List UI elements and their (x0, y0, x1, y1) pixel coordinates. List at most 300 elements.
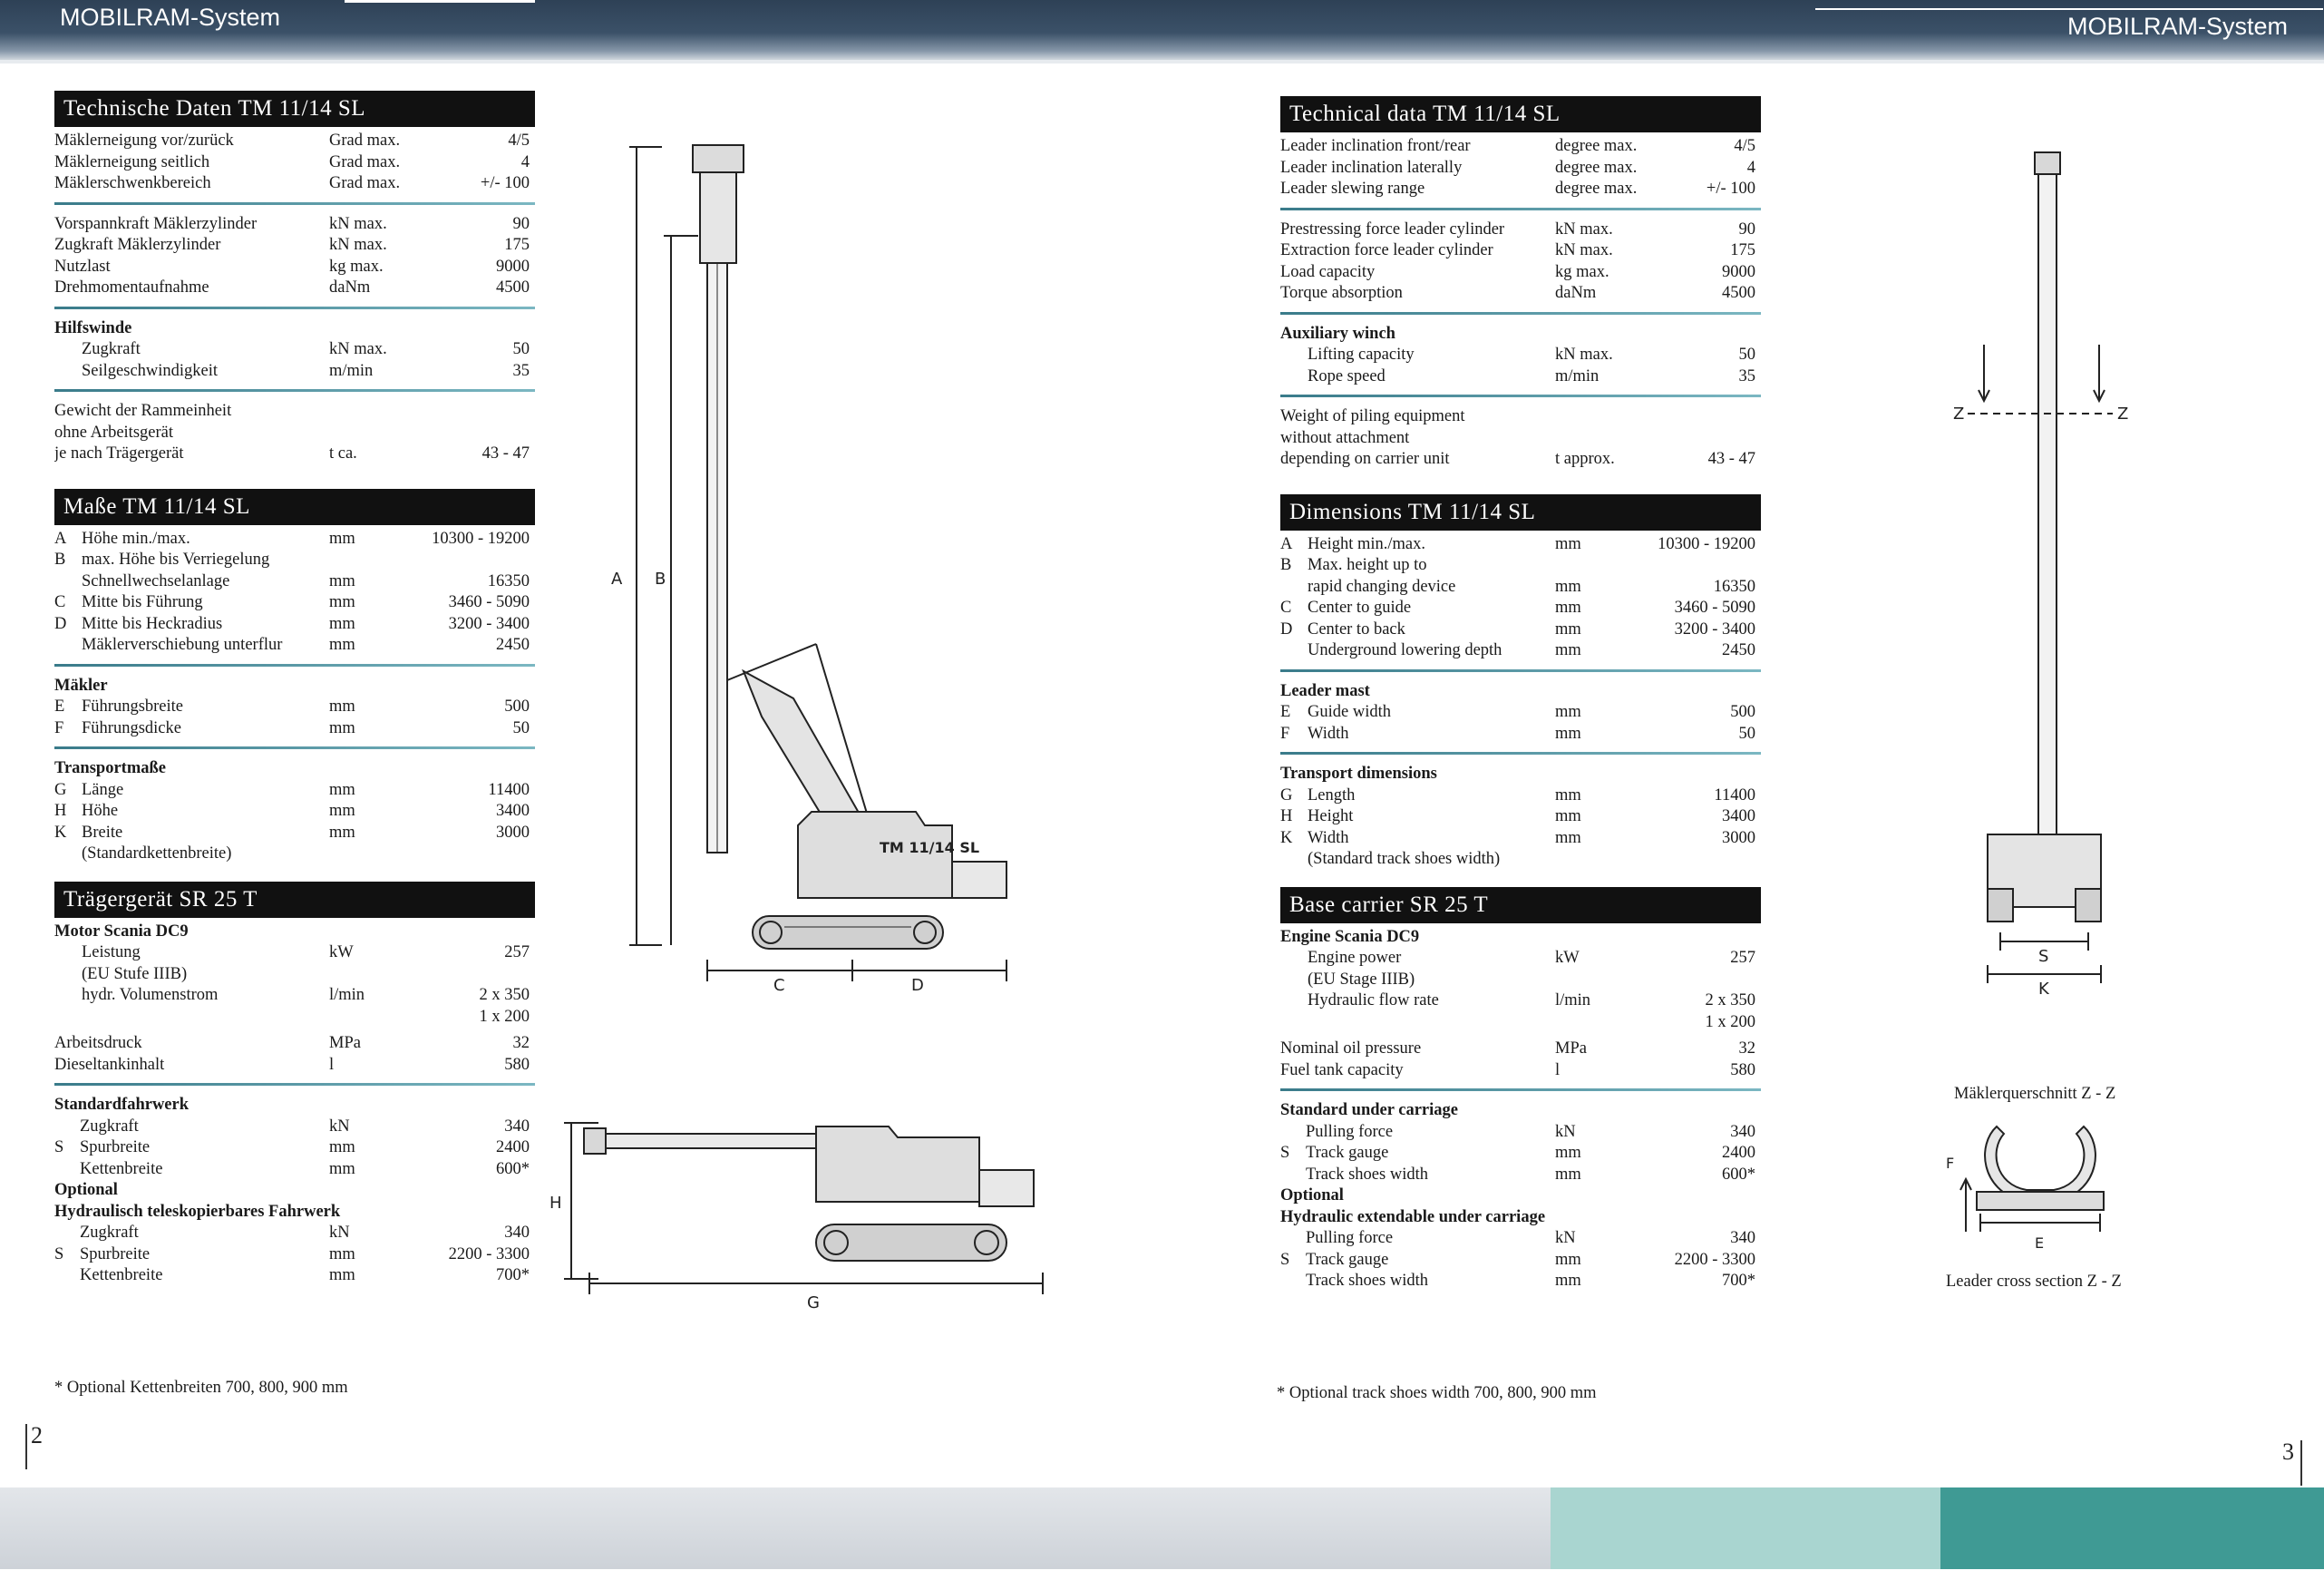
spec-unit: mm (1555, 599, 1581, 617)
dim-label-c: C (773, 976, 785, 995)
engine-heading: Motor Scania DC9 (54, 922, 189, 941)
spec-value: 3400 (1722, 807, 1755, 825)
spec-label: Torque absorption (1280, 284, 1403, 302)
engine-heading: Engine Scania DC9 (1280, 927, 1420, 946)
cab-lettering: TM 11/14 SL (880, 839, 980, 856)
spec-label-text: (Standardkettenbreite) (82, 844, 232, 863)
spec-unit: daNm (329, 278, 371, 297)
spec-unit: mm (329, 718, 355, 737)
tech-group-3 (54, 339, 535, 382)
spec-row (1280, 345, 1761, 366)
spec-unit: mm (1555, 703, 1581, 721)
spec-row (1280, 1039, 1761, 1060)
tech-group-4 (54, 401, 535, 465)
spec-label: Load capacity (1280, 262, 1376, 281)
spec-unit: kN (329, 1224, 350, 1242)
spec-unit (329, 844, 429, 865)
spec-row (54, 131, 535, 152)
spec-row (1280, 598, 1761, 619)
divider (54, 202, 535, 205)
spec-row (54, 550, 535, 571)
spec-unit (1555, 428, 1655, 450)
spec-row (54, 361, 535, 383)
spec-label (54, 1244, 329, 1266)
dims-group-2 (54, 697, 535, 739)
spec-label: hydr. Volumenstrom (82, 986, 219, 1004)
page-bar-right (2300, 1440, 2302, 1486)
spec-row (1280, 555, 1761, 577)
spec-row (1280, 158, 1761, 180)
section-title-carrier: Base carrier SR 25 T (1280, 887, 1761, 923)
spec-unit: mm (1555, 1272, 1581, 1290)
spec-value: 257 (1730, 949, 1755, 967)
spec-label: Dieseltankinhalt (54, 1055, 165, 1074)
spec-value: 43 - 47 (481, 444, 530, 463)
divider (54, 664, 535, 667)
spec-row (54, 423, 535, 444)
spec-label: Hydraulic flow rate (1308, 991, 1439, 1009)
spec-value: 11400 (1714, 785, 1755, 805)
page-number-right: 3 (2282, 1439, 2294, 1465)
spec-unit (329, 964, 429, 986)
spec-row (1280, 577, 1761, 599)
spec-value: 580 (504, 1055, 530, 1074)
spec-unit: t approx. (1555, 450, 1615, 468)
spec-value: 1 x 200 (1705, 1012, 1755, 1031)
spec-unit: mm (1555, 534, 1581, 553)
spec-unit: mm (329, 614, 355, 633)
spec-label-text: Pulling force (1306, 1229, 1394, 1247)
spec-label: Leistung (82, 943, 141, 961)
spec-unit: kN max. (329, 214, 387, 233)
dim-label-k: K (2038, 980, 2049, 998)
spec-label-text: Schnellwechselanlage (82, 571, 230, 590)
spec-unit (329, 423, 429, 444)
spec-unit: l (1555, 1060, 1561, 1079)
left-page (54, 91, 535, 1287)
spec-label-text: Breite (82, 823, 123, 842)
optional-heading: Optional (54, 1181, 118, 1199)
spec-value: 50 (512, 340, 530, 358)
spec-row (54, 1159, 535, 1181)
dims-group-1 (1280, 534, 1761, 662)
dims-group-3 (1280, 785, 1761, 871)
spec-value: 35 (1738, 366, 1755, 385)
spec-unit: kg max. (329, 257, 384, 276)
spec-row (54, 801, 535, 823)
dim-letter: G (54, 780, 67, 799)
header-left (0, 0, 1162, 60)
spec-unit: l/min (329, 986, 365, 1004)
spec-unit: mm (329, 1159, 355, 1178)
spec-label-text: Pulling force (1306, 1122, 1394, 1141)
spec-value: 340 (1730, 1229, 1755, 1247)
spec-row (54, 614, 535, 636)
spec-row (1280, 828, 1761, 850)
spec-unit: daNm (1555, 284, 1597, 302)
spec-label-text: Kettenbreite (80, 1159, 163, 1178)
spec-label-text: Center to back (1308, 619, 1405, 639)
transport-heading: Transport dimensions (1280, 765, 1437, 783)
spec-label-text: Width (1308, 724, 1349, 743)
dim-label-g: G (807, 1293, 820, 1312)
hyd-carriage-heading: Hydraulic extendable under carriage (1280, 1207, 1546, 1226)
spec-label: Vorspannkraft Mäklerzylinder (54, 214, 258, 233)
spec-unit: kN max. (329, 236, 387, 254)
dim-letter: A (1280, 534, 1293, 553)
spec-row (54, 942, 535, 964)
spec-label: Leader inclination laterally (1280, 158, 1463, 177)
spec-label: Drehmomentaufnahme (54, 278, 209, 297)
spec-label (54, 614, 329, 636)
spec-value (1655, 849, 1761, 871)
spec-label: Zugkraft (82, 340, 141, 358)
dim-letter: H (54, 802, 67, 820)
dim-letter: E (1280, 703, 1291, 721)
optional-heading: Optional (1280, 1186, 1344, 1205)
cross-section-caption-de: Mäklerquerschnitt Z - Z (1954, 1085, 2116, 1103)
spec-label-text: Max. height up to (1308, 556, 1427, 574)
spec-value: 4500 (496, 278, 530, 297)
spec-label-text: Height min./max. (1308, 534, 1425, 553)
spec-label: (EU Stufe IIIB) (82, 964, 188, 983)
spec-label: Seilgeschwindigkeit (82, 361, 219, 380)
spec-value: 2 x 350 (479, 986, 530, 1004)
spec-label: Fuel tank capacity (1280, 1060, 1404, 1079)
spec-label-text: Track gauge (1306, 1144, 1389, 1162)
dims-group-1 (54, 529, 535, 657)
spec-label: Weight of piling equipment (1280, 407, 1465, 425)
divider (54, 307, 535, 309)
spec-unit (329, 1007, 429, 1029)
spec-label-text: Track gauge (1306, 1250, 1389, 1269)
spec-label-text: Länge (82, 780, 124, 799)
spec-label: Leader slewing range (1280, 180, 1425, 198)
spec-label-text: max. Höhe bis Verriegelung (82, 551, 270, 569)
dim-letter: H (1280, 807, 1293, 825)
spec-value: 11400 (488, 780, 530, 799)
spec-row (54, 1244, 535, 1266)
spec-label-text: Spurbreite (80, 1138, 151, 1156)
section-title-tech: Technical data TM 11/14 SL (1280, 96, 1761, 132)
spec-label: Engine power (1308, 949, 1402, 967)
spec-value: 35 (512, 361, 530, 380)
spec-value: 2450 (1722, 641, 1755, 659)
spec-unit: degree max. (1555, 137, 1638, 155)
spec-label (54, 550, 329, 571)
spec-label (54, 529, 329, 551)
section-label-z-left: Z (1953, 405, 1965, 424)
spec-unit: mm (1555, 1250, 1581, 1269)
spec-label: Mäklerneigung vor/zurück (54, 132, 234, 150)
section-title-dims: Maße TM 11/14 SL (54, 489, 535, 525)
spec-unit (1555, 1012, 1655, 1034)
spec-unit: mm (1555, 807, 1581, 825)
spec-label (1280, 1250, 1555, 1272)
spec-row (54, 844, 535, 865)
spec-value: 175 (1730, 241, 1755, 259)
spec-value: 257 (504, 943, 530, 961)
side-view-drawing (598, 136, 1070, 1007)
spec-value (429, 964, 535, 986)
tech-group-2 (1280, 219, 1761, 305)
divider (1280, 752, 1761, 755)
spec-row (54, 964, 535, 986)
spec-value: 50 (1738, 724, 1755, 743)
spec-label (54, 780, 329, 802)
spec-label-text: Führungsdicke (82, 718, 181, 737)
spec-row (1280, 1122, 1761, 1144)
section-title-tech: Technische Daten TM 11/14 SL (54, 91, 535, 127)
spec-label-text: Spurbreite (80, 1244, 151, 1263)
spec-row (1280, 428, 1761, 450)
spec-unit: Grad max. (329, 174, 401, 192)
spec-row (54, 339, 535, 361)
spec-row (1280, 849, 1761, 871)
spec-value: 175 (504, 236, 530, 254)
spec-value (429, 550, 535, 571)
spec-value: 340 (504, 1117, 530, 1136)
spec-label (1280, 785, 1555, 807)
spec-value: 600* (1722, 1165, 1755, 1184)
spec-value: 90 (1738, 219, 1755, 239)
spec-row (54, 592, 535, 614)
spec-row (1280, 406, 1761, 428)
spec-value: 2200 - 3300 (1674, 1250, 1755, 1269)
front-view-drawing (1940, 145, 2176, 998)
header-right (1162, 0, 2324, 60)
spec-row (1280, 262, 1761, 284)
spec-unit: mm (329, 823, 355, 842)
spec-row (1280, 619, 1761, 641)
spec-label (54, 1265, 329, 1287)
dims-group-2 (1280, 702, 1761, 745)
spec-unit: mm (1555, 1165, 1581, 1184)
spec-row (54, 1033, 535, 1055)
spec-label: Rope speed (1308, 366, 1386, 385)
spec-value: 50 (1738, 346, 1755, 364)
spec-unit (329, 550, 429, 571)
spec-value: 32 (512, 1034, 530, 1052)
spec-row (54, 635, 535, 657)
carrier-group-4 (1280, 1228, 1761, 1292)
spec-row (54, 1055, 535, 1077)
spec-row (54, 571, 535, 593)
spec-label: Leader inclination front/rear (1280, 137, 1471, 155)
spec-value (429, 844, 535, 865)
divider (54, 746, 535, 749)
spec-value (429, 401, 535, 423)
spec-label (1280, 1271, 1555, 1292)
spec-unit: mm (329, 1244, 355, 1263)
dim-letter: F (1280, 724, 1290, 743)
spec-label-text: Underground lowering depth (1308, 641, 1502, 659)
divider (1280, 395, 1761, 397)
spec-label-text: Width (1308, 828, 1349, 847)
spec-row (54, 697, 535, 718)
dim-letter: K (54, 823, 67, 842)
spec-label-text: Höhe min./max. (82, 529, 190, 548)
spec-value: 43 - 47 (1707, 450, 1755, 468)
spec-row (54, 985, 535, 1007)
winch-heading: Auxiliary winch (1280, 324, 1395, 343)
spec-value: 3460 - 5090 (448, 593, 530, 611)
header-rule (345, 0, 535, 3)
spec-unit: kN max. (1555, 346, 1613, 364)
right-page (1280, 96, 1761, 1292)
spec-row (54, 235, 535, 257)
spec-value (1655, 970, 1761, 991)
spec-value: 4 (520, 152, 530, 171)
spec-label-text: (Standard track shoes width) (1308, 850, 1501, 868)
spec-value: 700* (1722, 1272, 1755, 1290)
spec-label: je nach Trägergerät (54, 444, 184, 463)
spec-label-text: Führungsbreite (82, 697, 184, 716)
spec-row (1280, 640, 1761, 662)
spec-label (1280, 577, 1555, 599)
spec-unit: MPa (329, 1034, 361, 1052)
spec-label-text: Höhe (82, 802, 119, 820)
spec-value: 16350 (1713, 577, 1755, 596)
spec-row (1280, 948, 1761, 970)
spec-row (54, 1007, 535, 1029)
spec-unit (1555, 555, 1655, 577)
spec-unit: degree max. (1555, 180, 1638, 198)
footnote-right: * Optional track shoes width 700, 800, 900 mm (1277, 1384, 1597, 1402)
dim-label-h: H (549, 1194, 562, 1213)
spec-label (54, 1137, 329, 1159)
spec-unit: kN (1555, 1122, 1576, 1141)
carrier-group-3 (1280, 1122, 1761, 1186)
divider (1280, 312, 1761, 315)
dim-letter: C (54, 593, 66, 611)
dim-label-b: B (655, 570, 666, 589)
spec-unit: kN (1555, 1229, 1576, 1247)
spec-label: Prestressing force leader cylinder (1280, 219, 1505, 239)
carrier-group-1 (1280, 948, 1761, 1033)
spec-label-text: Center to guide (1308, 599, 1412, 617)
spec-value (429, 423, 535, 444)
spec-label-text: Guide width (1308, 703, 1391, 721)
spec-unit: mm (1555, 724, 1581, 743)
divider (1280, 208, 1761, 210)
std-carriage-heading: Standard under carriage (1280, 1101, 1458, 1119)
spec-label-text: Mäklerverschiebung unterflur (82, 636, 283, 654)
spec-row (1280, 366, 1761, 388)
spec-label: Lifting capacity (1308, 346, 1415, 364)
spec-unit: mm (1555, 641, 1581, 659)
spec-label: ohne Arbeitsgerät (54, 423, 173, 442)
winch-heading: Hilfswinde (54, 318, 132, 337)
spec-value: 580 (1730, 1060, 1755, 1079)
spec-value: 2400 (1722, 1144, 1755, 1162)
spec-row (1280, 1012, 1761, 1034)
spec-unit: l/min (1555, 991, 1591, 1009)
spec-unit: mm (1555, 577, 1581, 596)
spec-row (1280, 724, 1761, 746)
carrier-group-2 (54, 1033, 535, 1076)
header-shadow (0, 60, 2324, 63)
spec-unit (1555, 849, 1655, 871)
spec-value: 3200 - 3400 (1674, 619, 1755, 639)
spec-unit: m/min (1555, 366, 1600, 385)
spec-unit: mm (329, 780, 355, 799)
spec-label (1280, 828, 1555, 850)
tech-group-4 (1280, 406, 1761, 471)
spec-label: Mäklerschwenkbereich (54, 174, 211, 192)
spec-unit: mm (329, 1138, 355, 1156)
spec-row (54, 1223, 535, 1244)
cross-section-drawing (1940, 1117, 2149, 1253)
spec-label (1280, 1143, 1555, 1165)
dim-label-d: D (911, 976, 924, 995)
divider (54, 1083, 535, 1086)
spec-unit: kg max. (1555, 262, 1609, 281)
spec-value (1655, 406, 1761, 428)
dim-letter: C (1280, 599, 1292, 617)
spec-unit (329, 401, 429, 423)
spec-value: 600* (496, 1159, 530, 1178)
dim-letter: K (1280, 828, 1293, 847)
spec-row (1280, 970, 1761, 991)
spec-value: 4/5 (1734, 137, 1755, 155)
spec-unit: mm (1555, 828, 1581, 847)
carrier-group-1 (54, 942, 535, 1028)
spec-value: 700* (496, 1266, 530, 1284)
section-title-carrier: Trägergerät SR 25 T (54, 882, 535, 918)
spec-unit: MPa (1555, 1039, 1587, 1058)
cross-section-caption-en: Leader cross section Z - Z (1946, 1273, 2122, 1291)
spec-unit: mm (329, 529, 355, 548)
spec-row (1280, 806, 1761, 828)
spec-label (54, 1117, 329, 1138)
spec-label: depending on carrier unit (1280, 450, 1450, 468)
spec-value: 9000 (1722, 262, 1755, 281)
page-number-left: 2 (31, 1422, 43, 1448)
spec-value: 9000 (496, 257, 530, 276)
spec-label: Nominal oil pressure (1280, 1039, 1422, 1058)
spec-label: Extraction force leader cylinder (1280, 241, 1493, 259)
dim-letter: E (54, 697, 65, 716)
spec-label-text: Mitte bis Führung (82, 593, 203, 611)
dim-letter: G (1280, 785, 1293, 805)
header-rule (1815, 8, 2323, 10)
spec-label (1280, 849, 1555, 871)
dim-letter: D (1280, 619, 1293, 639)
spec-value: 16350 (487, 571, 530, 590)
hyd-carriage-heading: Hydraulisch teleskopierbares Fahrwerk (54, 1202, 341, 1221)
spec-row (54, 278, 535, 299)
spec-value: 4500 (1722, 284, 1755, 302)
spec-row (1280, 179, 1761, 200)
spec-label (1280, 702, 1555, 724)
spec-value: 3000 (1722, 828, 1755, 847)
spec-value: 10300 - 19200 (432, 529, 530, 548)
spec-value: 4 (1746, 158, 1755, 177)
carrier-group-2 (1280, 1039, 1761, 1081)
divider (1280, 669, 1761, 672)
spec-label (1280, 619, 1555, 641)
dim-letter: B (1280, 556, 1292, 574)
spec-row (1280, 219, 1761, 241)
spec-label (54, 718, 329, 740)
spec-unit: m/min (329, 361, 374, 380)
dim-label-e: E (2035, 1234, 2045, 1252)
spec-unit: Grad max. (329, 152, 401, 171)
spec-value: 500 (1730, 703, 1755, 721)
spec-unit: kW (329, 943, 354, 961)
spec-label (54, 635, 329, 657)
